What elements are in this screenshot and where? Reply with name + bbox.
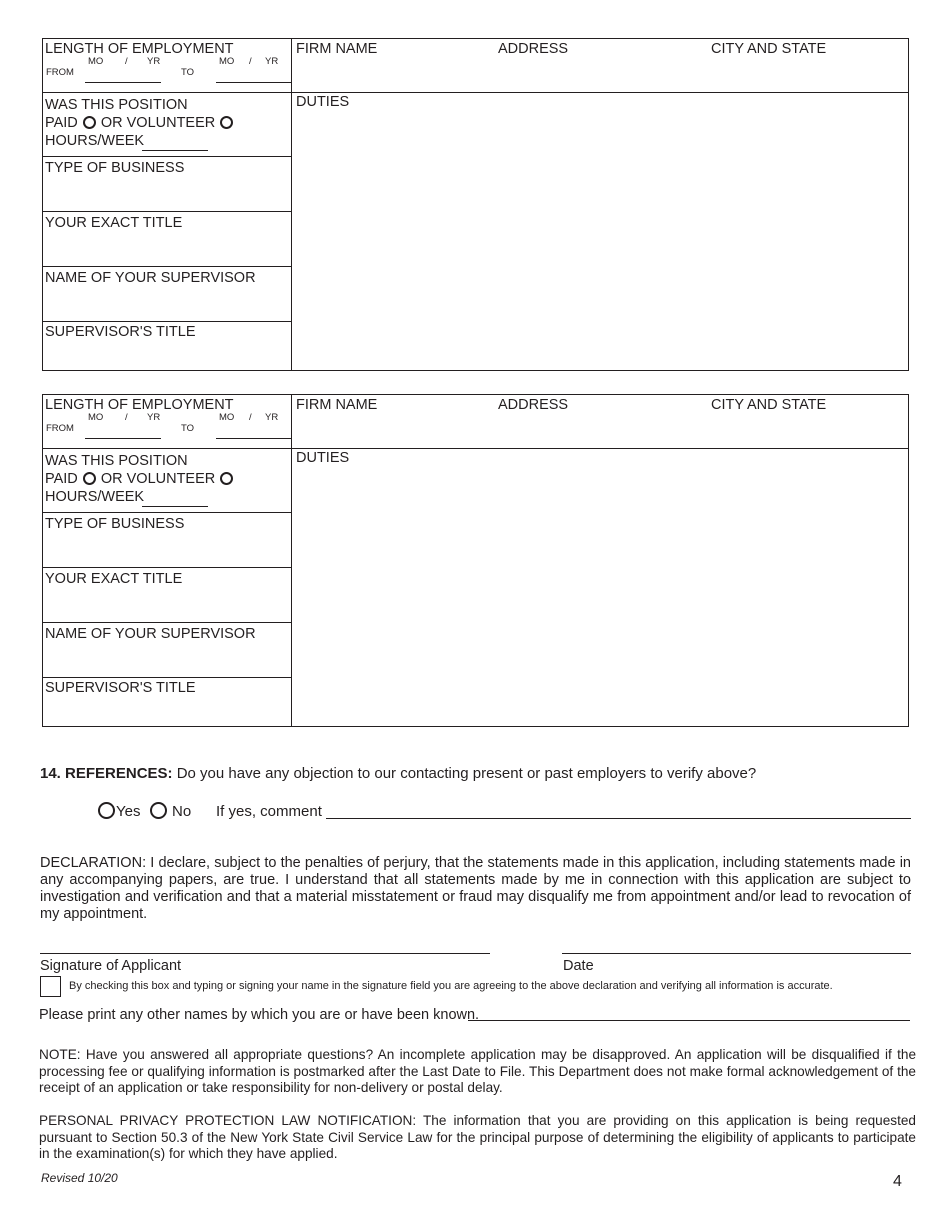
comment-field[interactable]: [326, 818, 911, 819]
row-divider: [43, 622, 291, 623]
signature-label: Signature of Applicant: [40, 958, 182, 974]
column-divider: [291, 39, 292, 370]
firm-name-label: FIRM NAME: [296, 397, 378, 413]
paid-label: PAID: [45, 471, 78, 487]
paid-volunteer-row: [45, 115, 234, 132]
volunteer-label: OR VOLUNTEER: [100, 471, 216, 487]
row-divider: [43, 512, 291, 513]
type-of-business-label: TYPE OF BUSINESS: [45, 160, 185, 176]
from-date-field[interactable]: [85, 82, 161, 83]
comment-label: If yes, comment: [216, 803, 322, 820]
to-yr-label: YR: [265, 412, 279, 423]
from-label: FROM: [46, 67, 74, 78]
position-question: WAS THIS POSITION: [45, 97, 188, 113]
date-field[interactable]: [562, 953, 911, 954]
row-divider: [43, 448, 908, 449]
to-slash: /: [249, 412, 252, 423]
paid-label: PAID: [45, 115, 78, 131]
from-label: FROM: [46, 423, 74, 434]
supervisor-name-label: NAME OF YOUR SUPERVISOR: [45, 626, 256, 642]
references-question: Do you have any objection to our contacting present or past employers to verify above?: [176, 765, 757, 782]
row-divider: [43, 156, 291, 157]
references-answer-row: [97, 802, 191, 820]
city-state-label: CITY AND STATE: [711, 41, 827, 57]
to-label: TO: [181, 423, 195, 434]
address-label: ADDRESS: [498, 41, 569, 57]
privacy-paragraph: PERSONAL PRIVACY PROTECTION LAW NOTIFICATION: The information that you are providing on this application is being requested pursuant to Section 50.3 of the New York State Civil Service Law for the principal purpose of determining the eligibility of applicants to participate in the examination(s) for which they have applied.: [39, 1113, 916, 1161]
supervisor-name-label: NAME OF YOUR SUPERVISOR: [45, 270, 256, 286]
page-number: 4: [893, 1173, 902, 1190]
revised-date: Revised 10/20: [41, 1171, 118, 1185]
from-mo-label: MO: [88, 412, 104, 423]
to-date-field[interactable]: [216, 438, 291, 439]
volunteer-radio[interactable]: [220, 472, 233, 485]
duties-label: DUTIES: [296, 94, 350, 110]
hours-week-label: HOURS/WEEK: [45, 133, 145, 149]
to-date-field[interactable]: [216, 82, 291, 83]
to-label: TO: [181, 67, 195, 78]
length-of-employment-label: LENGTH OF EMPLOYMENT: [45, 397, 234, 413]
to-mo-label: MO: [219, 412, 235, 423]
type-of-business-label: TYPE OF BUSINESS: [45, 516, 185, 532]
paid-radio[interactable]: [83, 472, 96, 485]
from-slash: /: [125, 412, 128, 423]
volunteer-label: OR VOLUNTEER: [100, 115, 216, 131]
paid-volunteer-row: [45, 471, 234, 488]
date-label: Date: [563, 958, 594, 974]
declaration-paragraph: [40, 855, 911, 923]
length-of-employment-label: LENGTH OF EMPLOYMENT: [45, 41, 234, 57]
yes-radio[interactable]: [98, 802, 115, 819]
row-divider: [43, 321, 291, 322]
hours-week-field[interactable]: [142, 150, 208, 151]
row-divider: [43, 567, 291, 568]
other-names-field[interactable]: [468, 1020, 910, 1021]
to-slash: /: [249, 56, 252, 67]
row-divider: [43, 266, 291, 267]
no-radio[interactable]: [150, 802, 167, 819]
employment-block-2: [42, 394, 909, 727]
hours-week-label: HOURS/WEEK: [45, 489, 145, 505]
supervisor-title-label: SUPERVISOR'S TITLE: [45, 324, 196, 340]
agreement-checkbox[interactable]: [40, 976, 61, 997]
declaration-text: : I declare, subject to the penalties of perjury, that the statements made in this application, including statements made in any accompanying papers, are true. I understand that all statements made by me in connection with this application are subject to investigation and verification and that a material misstatement or fraud may disqualify me from appointment and/or lead to revocation of my appointment.: [40, 855, 911, 922]
from-yr-label: YR: [147, 56, 161, 67]
declaration-heading: DECLARATION: [40, 855, 143, 871]
row-divider: [43, 92, 908, 93]
duties-label: DUTIES: [296, 450, 350, 466]
volunteer-radio[interactable]: [220, 116, 233, 129]
to-mo-label: MO: [219, 56, 235, 67]
to-yr-label: YR: [265, 56, 279, 67]
references-heading: 14. REFERENCES:: [40, 765, 173, 782]
other-names-label: Please print any other names by which you are or have been known.: [39, 1007, 480, 1023]
firm-name-label: FIRM NAME: [296, 41, 378, 57]
column-divider: [291, 395, 292, 726]
signature-field[interactable]: [40, 953, 490, 954]
agreement-text: By checking this box and typing or signing your name in the signature field you are agreeing to the above declaration and verifying all information is accurate.: [69, 980, 833, 992]
paid-radio[interactable]: [83, 116, 96, 129]
from-date-field[interactable]: [85, 438, 161, 439]
no-label: No: [172, 803, 192, 820]
supervisor-title-label: SUPERVISOR'S TITLE: [45, 680, 196, 696]
city-state-label: CITY AND STATE: [711, 397, 827, 413]
address-label: ADDRESS: [498, 397, 569, 413]
row-divider: [43, 211, 291, 212]
references-question-row: [40, 765, 756, 782]
from-mo-label: MO: [88, 56, 104, 67]
from-slash: /: [125, 56, 128, 67]
exact-title-label: YOUR EXACT TITLE: [45, 571, 183, 587]
exact-title-label: YOUR EXACT TITLE: [45, 215, 183, 231]
position-question: WAS THIS POSITION: [45, 453, 188, 469]
row-divider: [43, 677, 291, 678]
from-yr-label: YR: [147, 412, 161, 423]
yes-label: Yes: [116, 803, 141, 820]
note-paragraph: NOTE: Have you answered all appropriate questions? An incomplete application may be disapproved. An application will be disqualified if the processing fee or qualifying information is postmarked after the Last Date to File. This Department does not make formal acknowledgement of the receipt of an application or take responsibility for non-delivery or postal delay.: [39, 1047, 916, 1095]
hours-week-field[interactable]: [142, 506, 208, 507]
employment-block-1: [42, 38, 909, 371]
